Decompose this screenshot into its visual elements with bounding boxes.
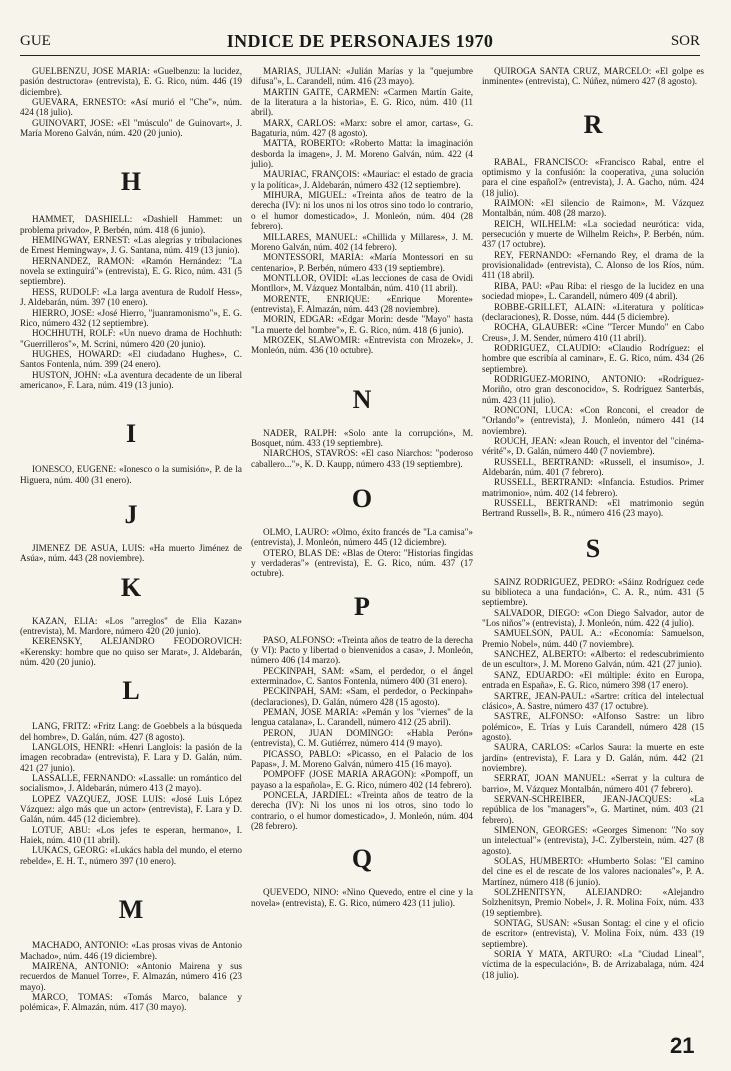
index-entry: MARCO, TOMAS: «Tomás Marco, balance y polémica», F. Almazán, núm. 417 (30 mayo).	[20, 991, 242, 1013]
index-entry: HIERRO, JOSE: «José Hierro, "juanramonismo"», E. G. Rico, número 432 (12 septiembre).	[20, 307, 242, 328]
spacer	[251, 414, 473, 428]
index-entry: SORIA Y MATA, ARTURO: «La "Ciudad Lineal", víctima de la especulación», B. de Arrizabalaga, núm. 424 (18 julio).	[482, 949, 704, 980]
index-entry: SALVADOR, DIEGO: «Con Diego Salvador, autor de "Los niños"» (entrevista), J. Monleón, núm. 422 (4 julio).	[482, 607, 704, 629]
section-letter-m: M	[118, 895, 144, 925]
spacer	[20, 529, 242, 543]
section-letter-i: I	[125, 419, 137, 449]
spacer	[20, 390, 242, 420]
page-number: 21	[670, 1033, 695, 1058]
spacer	[251, 579, 473, 593]
index-entry: RONCONI, LUCA: «Con Ronconi, el creador de "Orlando"» (entrevista), J. Monleón, número 441 (14 noviembre).	[482, 404, 704, 436]
header-right-guide-word: SOR	[670, 33, 700, 49]
index-entry: REICH, WILHELM: «La sociedad neurótica: vida, persecución y muerte de Wilhelm Reich», P. Berbén, núm. 437 (17 octubre).	[482, 218, 704, 250]
index-entry: SANCHEZ, ALBERTO: «Alberto: el redescubrimiento de un escultor», J. M. Moreno Galván, núm. 421 (27 junio).	[482, 649, 704, 670]
spacer	[482, 139, 704, 157]
index-entry: LANGLOIS, HENRI: «Henri Langlois: la pasión de la imagen recobrada» (entrevista), F. Lara y D. Galán, núm. 421 (27 junio).	[20, 742, 242, 773]
index-entry: SAURA, CARLOS: «Carlos Saura: la muerte en este jardín» (entrevista), F. Lara y D. Galán, núm. 442 (21 noviembre).	[482, 742, 704, 773]
spacer	[251, 513, 473, 527]
index-entry: KAZAN, ELIA: «Los "arreglos" de Elia Kazan» (entrevista), M. Mardore, número 420 (20 junio).	[20, 615, 242, 636]
section-letter-q: Q	[351, 844, 373, 874]
index-entry: RODRIGUEZ, CLAUDIO: «Claudio Rodríguez: el hombre que escribía al caminar», E. G. Rico, núm. 434 (26 septiembre).	[482, 342, 704, 374]
section-letter-j: J	[124, 499, 138, 529]
index-entry: SOLAS, HUMBERTO: «Humberto Solas: "El camino del cine es el de rescate de los valores nacionales"», P. A. Martínez, número 418 (6 junio).	[482, 856, 704, 887]
index-entry: LOPEZ VAZQUEZ, JOSE LUIS: «José Luis López Vázquez: algo más que un actor» (entrevista), F. Lara y D. Galán, núm. 445 (12 diciembre).	[20, 793, 242, 825]
spacer	[251, 621, 473, 635]
section-letter-k: K	[120, 572, 142, 602]
header-rule	[20, 55, 700, 56]
index-entry: MILLARES, MANUEL: «Chillida y Millares», J. M. Moreno Galván, núm. 402 (14 febrero).	[251, 231, 473, 252]
index-entry: HAMMET, DASHIELL: «Dashiell Hammet: un problema privado», P. Berbén, núm. 418 (6 junio).	[20, 214, 242, 235]
index-entry: MAIRENA, ANTONIO: «Antonio Mairena y sus recuerdos de Manuel Torre», F. Almazán, número 416 (23 mayo).	[20, 960, 242, 992]
index-entry: PECKINPAH, SAM: «Sam, el perdedor, o Peckinpah» (declaraciones), D. Galán, número 428 (15 agosto).	[251, 686, 473, 707]
index-entry: MAURIAC, FRANÇOIS: «Mauriac: el estado de gracia y la política», J. Aldebarán, número 432 (12 septiembre).	[251, 169, 473, 190]
index-entry: LUKACS, GEORG: «Lukács habla del mundo, el eterno rebelde», E. H. T., número 397 (10 enero).	[20, 845, 242, 866]
spacer	[20, 705, 242, 721]
index-entry: SAMUELSON, PAUL A.: «Economía: Samuelson, Premio Nobel», núm. 440 (7 noviembre).	[482, 628, 704, 649]
index-entry: SONTAG, SUSAN: «Susan Sontag: el cine y el oficio de escritor» (entrevista), V. Molina Foix, núm. 433 (19 septiembre).	[482, 918, 704, 949]
index-entry: PECKINPAH, SAM: «Sam, el perdedor, o el ángel exterminado», C. Santos Fontenla, número 400 (31 enero).	[251, 665, 473, 687]
index-entry: JIMENEZ DE ASUA, LUIS: «Ha muerto Jiménez de Asúa», núm. 443 (28 noviembre).	[20, 542, 242, 564]
index-entry: SANZ, EDUARDO: «El múltiple: éxito en Europa, entrada en España», E. G. Rico, número 398 (17 enero).	[482, 669, 704, 691]
section-letter-s: S	[585, 533, 601, 563]
spacer	[20, 866, 242, 896]
index-entry: QUEVEDO, NINO: «Nino Quevedo, entre el cine y la novela» (entrevista), E. G. Rico, número 423 (11 julio).	[251, 887, 473, 908]
index-entry: RUSSELL, BERTRAND: «Russell, el insumiso», J. Aldebarán, núm. 401 (7 febrero).	[482, 456, 704, 477]
index-column-1	[20, 66, 242, 1013]
index-entry: RUSSELL, BERTRAND: «El matrimonio según Bertrand Russell», B. R., número 416 (23 mayo).	[482, 498, 704, 519]
index-entry: MATTA, ROBERTO: «Roberto Matta: la imaginación desborda la imagen», J. M. Moreno Galván, núm. 422 (4 julio).	[251, 138, 473, 170]
index-entry: MORENTE, ENRIQUE: «Enrique Morente» (entrevista), F. Almazán, núm. 443 (28 noviembre).	[251, 293, 473, 314]
header-left-guide-word: GUE	[20, 33, 51, 49]
index-entry: SERVAN-SCHREIBER, JEAN-JACQUES: «La república de los "managers"», G. Martinet, núm. 403 (21 febrero).	[482, 793, 704, 825]
index-entry: LOTUF, ABU: «Los jefes te esperan, hermano», I. Haiek, núm. 410 (11 abril).	[20, 824, 242, 846]
spacer	[251, 831, 473, 845]
index-entry: SIMENON, GEORGES: «Georges Simenon: "No soy un intelectual"» (entrevista), J-C. Zylberstein, núm. 427 (8 agosto).	[482, 824, 704, 856]
index-entry: POMPOFF (JOSE MARIA ARAGON): «Pompoff, un payaso a la española», E. G. Rico, número 402 (14 febrero).	[251, 769, 473, 790]
index-entry: RAIMON: «El silencio de Raimon», M. Vázquez Montalbán, núm. 408 (28 marzo).	[482, 198, 704, 219]
index-entry: MONTLLOR, OVIDI: «Las lecciones de casa de Ovidi Montllor», M. Vázquez Montalbán, núm. 410 (11 abril).	[251, 272, 473, 294]
spacer	[482, 87, 704, 111]
index-entry: HESS, RUDOLF: «La larga aventura de Rudolf Hess», J. Aldebarán, núm. 397 (10 enero).	[20, 286, 242, 308]
index-entry: RIBA, PAU: «Pau Riba: el riesgo de la lucidez en una sociedad miope», L. Carandell, número 409 (4 abril).	[482, 280, 704, 302]
index-entry: QUIROGA SANTA CRUZ, MARCELO: «El golpe es inminente» (entrevista), C. Núñez, número 427 (8 agosto).	[482, 66, 704, 87]
section-letter-p: P	[354, 591, 370, 621]
index-entry: KERENSKY, ALEJANDRO FEODOROVICH: «Kerensky: hombre que no quiso ser Marat», J. Aldebarán, núm. 420 (20 junio).	[20, 636, 242, 667]
spacer	[20, 196, 242, 214]
index-entry: MROZEK, SLAWOMIR: «Entrevista con Mrozek», J. Monleón, núm. 436 (10 octubre).	[251, 334, 473, 356]
index-entry: PERON, JUAN DOMINGO: «Habla Perón» (entrevista), C. M. Gutiérrez, número 414 (9 mayo).	[251, 727, 473, 749]
index-entry: PASO, ALFONSO: «Treinta años de teatro de la derecha (y VI): Pacto y libertad o bienvenidos a casa», J. Monleón, número 406 (14 marzo).	[251, 634, 473, 666]
page-title: INDICE DE PERSONAJES 1970	[226, 31, 494, 51]
index-entry: RODRIGUEZ-MORINO, ANTONIO: «Rodríguez-Moriño, otro gran desconocido», S. Rodríguez Santerbás, núm. 423 (11 julio).	[482, 373, 704, 405]
section-letter-r: R	[583, 109, 603, 139]
index-entry: SERRAT, JOAN MANUEL: «Serrat y la cultura de barrio», M. Vázquez Montalbán, número 401 (7 febrero).	[482, 773, 704, 794]
index-entry: PICASSO, PABLO: «Picasso, en el Palacio de los Papas», J. M. Moreno Galván, número 415 (16 mayo).	[251, 748, 473, 769]
section-letter-o: O	[351, 484, 373, 513]
spacer	[251, 873, 473, 887]
spacer	[251, 469, 473, 485]
index-entry: LANG, FRITZ: «Fritz Lang: de Goebbels a la búsqueda del hombre», D. Galán, núm. 427 (8 agosto).	[20, 721, 242, 742]
index-entry: GUEVARA, ERNESTO: «Así murió el "Che"», núm. 424 (18 julio).	[20, 97, 242, 118]
index-entry: MIHURA, MIGUEL: «Treinta años de teatro de la derecha (IV): ni los unos ni los otros sino todo lo contrario, o el humor domesticado», J. Monleón, núm. 404 (28 febrero).	[251, 190, 473, 232]
section-letter-h: H	[120, 167, 142, 197]
index-entry: MORIN, EDGAR: «Edgar Morin: desde "Mayo" hasta "La muerte del hombre"», E. G. Rico, núm. 418 (6 junio).	[251, 314, 473, 335]
index-entry: SAINZ RODRIGUEZ, PEDRO: «Sáinz Rodríguez cede su biblioteca a una fundación», C. A. R., núm. 431 (5 septiembre).	[482, 576, 704, 608]
index-entry: ROUCH, JEAN: «Jean Rouch, el inventor del "cinéma-vérité"», D. Galán, número 440 (7 noviembre).	[482, 435, 704, 457]
index-entry: LASSALLE, FERNANDO: «Lassalle: un romántico del socialismo», J. Aldebarán, número 413 (2 mayo).	[20, 773, 242, 794]
index-column-3	[482, 66, 704, 980]
index-entry: MARIAS, JULIAN: «Julián Marías y la "quejumbre difusa"», L. Carandell, núm. 416 (23 mayo).	[251, 66, 473, 87]
index-entry: RABAL, FRANCISCO: «Francisco Rabal, entre el optimismo y la confusión: la cooperativa, ¿una solución para el cine español?» (entrevista), J. A. Gacho, núm. 424 (18 julio).	[482, 156, 704, 198]
index-entry: SARTRE, JEAN-PAUL: «Sartre: crítica del intelectual clásico», A. Sastre, número 437 (17 octubre).	[482, 690, 704, 711]
section-letter-l: L	[122, 676, 140, 706]
index-entry: NADER, RALPH: «Solo ante la corrupción», M. Bosquet, núm. 433 (19 septiembre).	[251, 427, 473, 448]
spacer	[251, 356, 473, 386]
spacer	[482, 563, 704, 577]
index-entry: HEMINGWAY, ERNEST: «Las alegrías y tribulaciones de Ernest Hemingway», J. G. Santana, núm. 419 (13 junio).	[20, 235, 242, 256]
index-entry: ROBBE-GRILLET, ALAIN: «Literatura y política» (declaraciones), R. Dosse, núm. 444 (5 diciembre).	[482, 301, 704, 322]
index-entry: REY, FERNANDO: «Fernando Rey, el drama de la provisionalidad» (entrevista), C. Alonso de los Ríos, núm. 411 (18 abril).	[482, 249, 704, 281]
index-entry: NIARCHOS, STAVROS: «El caso Niarchos: "poderoso caballero..."», K. D. Kaupp, número 433 (19 septiembre).	[251, 448, 473, 469]
index-entry: OLMO, LAURO: «Olmo, éxito francés de "La camisa"» (entrevista), J. Monleón, número 445 (12 diciembre).	[251, 527, 473, 548]
spacer	[20, 602, 242, 616]
index-entry: HOCHHUTH, ROLF: «Un nuevo drama de Hochhuth: "Guerrilleros"», M. Scrini, número 420 (20 junio).	[20, 328, 242, 349]
index-entry: IONESCO, EUGENE: «Ionesco o la sumisión», P. de la Higuera, núm. 400 (31 enero).	[20, 464, 242, 485]
index-entry: MACHADO, ANTONIO: «Las prosas vivas de Antonio Machado», núm. 446 (19 diciembre).	[20, 940, 242, 961]
index-entry: SOLZHENITSYN, ALEJANDRO: «Alejandro Solzhenitsyn, Premio Nobel», J. R. Molina Foix, núm. 433 (19 septiembre).	[482, 887, 704, 918]
index-entry: SASTRE, ALFONSO: «Alfonso Sastre: un libro polémico», E. Trías y Luis Carandell, número 428 (15 agosto).	[482, 711, 704, 742]
index-entry: MARX, CARLOS: «Marx: sobre el amor, cartas», G. Bagaturia, núm. 427 (8 agosto).	[251, 117, 473, 139]
index-entry: GUELBENZU, JOSE MARIA: «Guelbenzu: la lucidez, pasión destructora» (entrevista), E. G. Rico, núm. 446 (19 diciembre).	[20, 66, 242, 97]
index-entry: PONCELA, JARDIEL: «Treinta años de teatro de la derecha (IV): Ni los unos ni los otros, sino todo lo contrario, o el humor domesticado», J. Monleón, núm. 404 (28 febrero).	[251, 789, 473, 831]
index-entry: HUSTON, JOHN: «La aventura decadente de un liberal americano», F. Lara, núm. 419 (13 junio).	[20, 369, 242, 390]
page-header	[20, 33, 700, 57]
spacer	[482, 519, 704, 535]
spacer	[20, 485, 242, 501]
index-entry: MARTIN GAITE, CARMEN: «Carmen Martín Gaite, de la literatura a la historia», E. G. Rico, núm. 410 (11 abril).	[251, 86, 473, 118]
index-entry: PEMAN, JOSE MARIA: «Pemán y los "viernes" de la lengua catalana», L. Carandell, número 412 (25 abril).	[251, 707, 473, 728]
index-entry: ROCHA, GLAUBER: «Cine "Tercer Mundo" en Cabo Creus», J. M. Sender, número 410 (11 abril).	[482, 322, 704, 343]
index-column-2	[251, 66, 473, 908]
spacer	[20, 448, 242, 464]
index-entry: OTERO, BLAS DE: «Blas de Otero: "Historias fingidas y verdaderas"» (entrevista), E. G. Rico, núm. 437 (17 octubre).	[251, 547, 473, 579]
index-entry: MONTESSORI, MARIA: «María Montessori en su centenario», P. Berbén, número 433 (19 septiembre).	[251, 252, 473, 273]
index-entry: GUINOVART, JOSE: «El "músculo" de Guinovart», J. María Moreno Galván, núm. 420 (20 junio).	[20, 117, 242, 139]
spacer	[20, 138, 242, 168]
spacer	[20, 924, 242, 940]
index-entry: HUGHES, HOWARD: «El ciudadano Hughes», C. Santos Fontenla, núm. 399 (24 enero).	[20, 348, 242, 370]
index-entry: HERNANDEZ, RAMON: «Ramón Hernández: "La novela se extinguirá"» (entrevista), E. G. Rico, núm. 431 (5 septiembre).	[20, 255, 242, 287]
index-entry: RUSSELL, BERTRAND: «Infancia. Estudios. Primer matrimonio», núm. 402 (14 febrero).	[482, 477, 704, 498]
section-letter-n: N	[352, 384, 372, 414]
